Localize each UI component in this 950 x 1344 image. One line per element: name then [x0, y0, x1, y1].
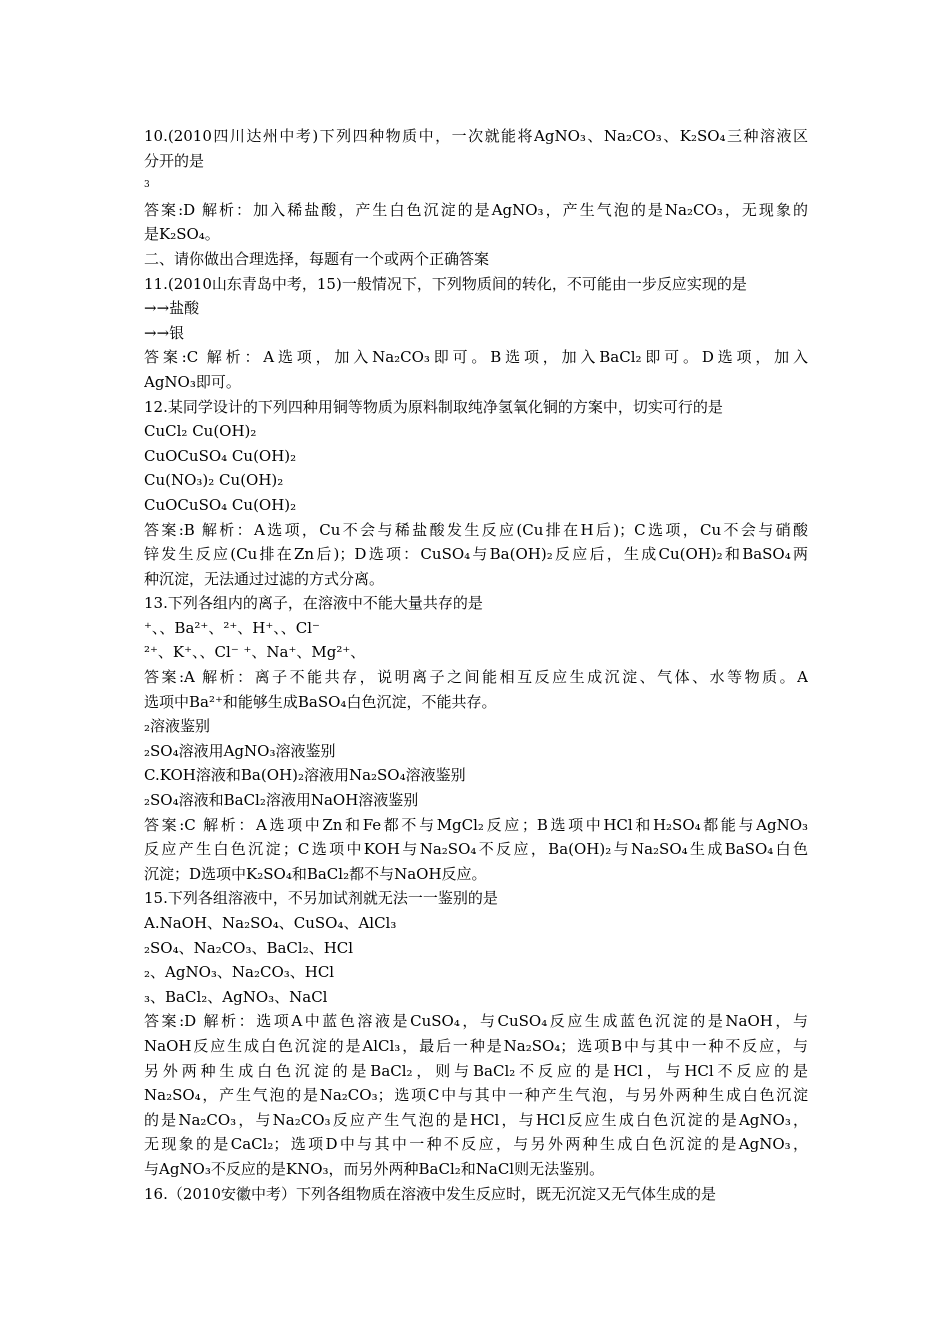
text-line: 选项中Ba²⁺和能够生成BaSO₄白色沉淀，不能共存。	[144, 692, 497, 711]
text-line: 与AgNO₃不反应的是KNO₃，而另外两种BaCl₂和NaCl则无法鉴别。	[144, 1159, 605, 1178]
text-line: 13.下列各组内的离子，在溶液中不能大量共存的是	[144, 594, 483, 613]
text-line: 的是Na₂CO₃，与Na₂CO₃反应产生气泡的是HCl，与HCl反应生成白色沉淀的是AgNO₃，	[144, 1110, 808, 1129]
text-line: 3	[144, 180, 150, 191]
text-line: ₂SO₄、Na₂CO₃、BaCl₂、HCl	[144, 938, 354, 957]
text-line: 16.（2010安徽中考）下列各组物质在溶液中发生反应时，既无沉淀又无气体生成的是	[144, 1184, 717, 1203]
text-line: NaOH反应生成白色沉淀的是AlCl₃，最后一种是Na₂SO₄；选项B中与其中一种不反应，与	[144, 1036, 808, 1055]
text-line: →→银	[144, 323, 185, 342]
text-line: →→盐酸	[144, 299, 200, 318]
text-line: 11.(2010山东青岛中考，15)一般情况下，下列物质间的转化，不可能由一步反应实现的是	[144, 274, 747, 293]
text-line: 反应产生白色沉淀；C选项中KOH与Na₂SO₄不反应，Ba(OH)₂与Na₂SO₄生成BaSO₄白色	[144, 840, 808, 859]
text-line: 答案:D 解析：加入稀盐酸，产生白色沉淀的是AgNO₃，产生气泡的是Na₂CO₃，无现象的	[144, 200, 808, 219]
text-line: Cu(NO₃)₂ Cu(OH)₂	[144, 471, 284, 490]
text-line: ₂SO₄溶液用AgNO₃溶液鉴别	[144, 741, 336, 760]
text-line: 10.(2010四川达州中考)下列四种物质中，一次就能将AgNO₃、Na₂CO₃、K₂SO₄三种溶液区	[144, 127, 808, 145]
text-line: 种沉淀，无法通过过滤的方式分离。	[144, 569, 385, 588]
text-line: 答案:C 解析：A选项中Zn和Fe都不与MgCl₂反应；B选项中HCl和H₂SO₄都能与AgNO₃	[144, 815, 808, 834]
text-line: 无现象的是CaCl₂；选项D中与其中一种不反应，与另外两种生成白色沉淀的是AgNO₃，	[144, 1135, 808, 1154]
text-line: ₂、AgNO₃、Na₂CO₃、HCl	[144, 963, 335, 982]
text-line: 答案:C 解析：A选项，加入Na₂CO₃即可。B选项，加入BaCl₂即可。D选项，加入	[144, 348, 808, 367]
text-line: CuCl₂ Cu(OH)₂	[144, 422, 257, 441]
text-line: CuOCuSO₄ Cu(OH)₂	[144, 495, 297, 514]
text-line: C.KOH溶液和Ba(OH)₂溶液用Na₂SO₄溶液鉴别	[144, 766, 466, 785]
text-line: AgNO₃即可。	[144, 372, 241, 391]
text-line: CuOCuSO₄ Cu(OH)₂	[144, 446, 297, 465]
text-line: ²⁺、K⁺、、Cl⁻ ⁺、Na⁺、Mg²⁺、	[144, 643, 366, 662]
text-line: 锌发生反应(Cu排在Zn后)；D选项：CuSO₄与Ba(OH)₂反应后，生成Cu(OH)₂和BaSO₄两	[144, 545, 808, 564]
text-line: ⁺、、Ba²⁺、²⁺、H⁺、、Cl⁻	[144, 618, 320, 637]
document-page	[144, 124, 808, 1206]
text-line: 答案:B 解析：A选项，Cu不会与稀盐酸发生反应(Cu排在H后)；C选项，Cu不会与硝酸	[144, 520, 808, 539]
text-line: 分开的是	[144, 151, 205, 170]
text-line: ₂溶液鉴别	[144, 717, 211, 736]
text-line: Na₂SO₄，产生气泡的是Na₂CO₃；选项C中与其中一种产生气泡，与另外两种生成白色沉淀	[144, 1086, 808, 1105]
text-line: 12.某同学设计的下列四种用铜等物质为原料制取纯净氢氧化铜的方案中，切实可行的是	[144, 397, 723, 416]
text-line: 15.下列各组溶液中，不另加试剂就无法一一鉴别的是	[144, 889, 498, 908]
text-line: 是K₂SO₄。	[144, 225, 220, 244]
text-line: 答案:D 解析：选项A中蓝色溶液是CuSO₄，与CuSO₄反应生成蓝色沉淀的是NaOH，与	[144, 1012, 808, 1031]
text-line: 另外两种生成白色沉淀的是BaCl₂，则与BaCl₂不反应的是HCl，与HCl不反应的是	[144, 1061, 808, 1080]
text-line: ₃、BaCl₂、AgNO₃、NaCl	[144, 987, 328, 1006]
text-line: 沉淀；D选项中K₂SO₄和BaCl₂都不与NaOH反应。	[144, 864, 487, 883]
text-line: ₂SO₄溶液和BaCl₂溶液用NaOH溶液鉴别	[144, 791, 419, 810]
text-line: 答案:A 解析：离子不能共存，说明离子之间能相互反应生成沉淀、气体、水等物质。A	[144, 668, 808, 687]
text-line: A.NaOH、Na₂SO₄、CuSO₄、AlCl₃	[144, 914, 397, 932]
text-line: 二、请你做出合理选择，每题有一个或两个正确答案	[144, 249, 490, 268]
